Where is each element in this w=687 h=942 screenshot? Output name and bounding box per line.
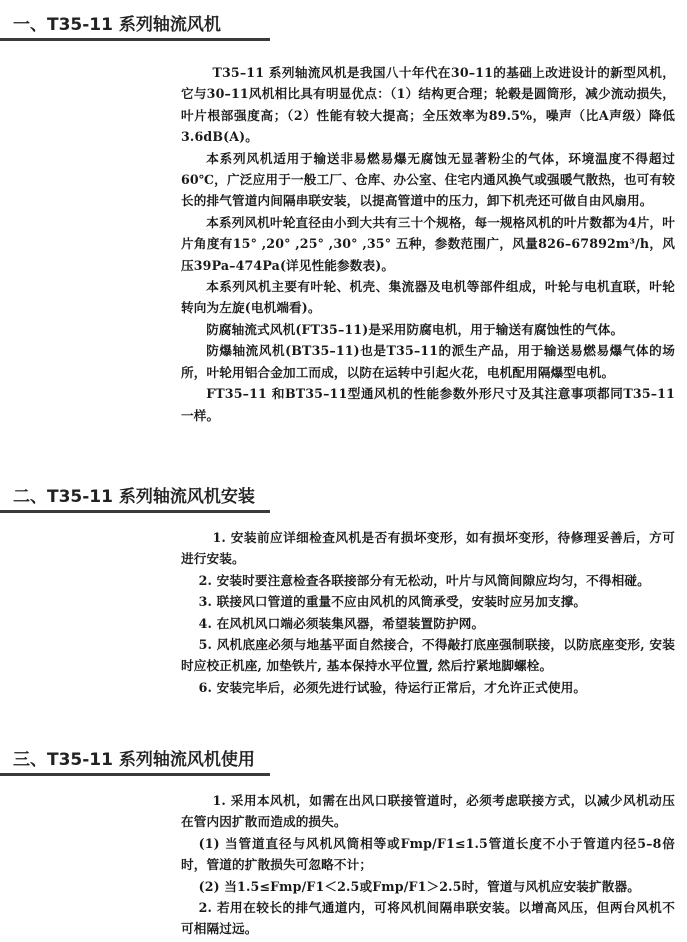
paragraph: T35–11 系列轴流风机是我国八十年代在30–11的基础上改进设计的新型风机，它与30–11风机相比具有明显优点：（1）结构更合理；轮毂是圆筒形，减少流动损失，叶片根部强度高；（2）性能有较大提高；全压效率为89.5%，噪声（比A声级）降低3.6dB(A)。 [181,65,675,145]
section-1-title: 一、T35-11 系列轴流风机 [13,15,221,35]
paragraph: 本系列风机主要有叶轮、机壳、集流器及电机等部件组成，叶轮与电机直联，叶轮转向为左旋(电机端看)。 [181,279,675,316]
section-2-underline [0,510,270,513]
paragraph: 本系列风机叶轮直径由小到大共有三十个规格，每一规格风机的叶片数都为4片，叶片角度有15° ,20° ,25° ,30° ,35° 五种，参数范围广，风量826–67892m³/h，风压39Pa–474Pa(详见性能参数表)。 [181,214,675,273]
paragraph: 防爆轴流风机(BT35–11)也是T35–11的派生产品，用于输送易燃易爆气体的场所，叶轮用铝合金加工而成，以防在运转中引起火花，电机配用隔爆型电机。 [181,343,675,380]
paragraph: 6. 安装完毕后，必须先进行试验，待运行正常后，才允许正式使用。 [198,679,587,695]
paragraph: 1. 采用本风机，如需在出风口联接管道时，必须考虑联接方式，以减少风机动压在管内因扩散而造成的损失。 [181,793,675,830]
section-3-body [181,790,675,940]
paragraph: (1) 当管道直径与风机风筒相等或Fmp/F1≤1.5管道长度不小于管道内径5–8倍时，管道的扩散损失可忽略不计； [181,835,675,873]
paragraph: 5. 风机底座必须与地基平面自然接合，不得敲打底座强制联接，以防底座变形, 安装时应校正机座, 加垫铁片, 基本保持水平位置, 然后拧紧地脚螺栓。 [181,637,675,674]
paragraph: 3. 联接风口管道的重量不应由风机的风筒承受，安装时应另加支撑。 [198,594,587,610]
section-1-body [181,62,675,426]
section-1-underline [0,38,270,41]
paragraph: FT35–11 和BT35–11型通风机的性能参数外形尺寸及其注意事项都同T35–11一样。 [181,386,675,423]
paragraph: 4. 在风机风口端必须装集风器，希望装置防护网。 [198,615,485,631]
section-3-title: 三、T35-11 系列轴流风机使用 [13,750,255,770]
section-2-heading [0,486,687,508]
section-2-body [181,527,675,698]
paragraph: 1. 安装前应详细检查风机是否有损坏变形，如有损坏变形，待修理妥善后，方可进行安装。 [181,530,675,567]
paragraph: 本系列风机适用于输送非易燃易爆无腐蚀无显著粉尘的气体，环境温度不得超过60℃，广泛应用于一般工厂、仓库、办公室、住宅内通风换气或强暖气散热，也可有较长的排气管道内间隔串联安装，以提高管道中的压力，卸下机壳还可做自由风扇用。 [181,150,675,209]
paragraph: 防腐轴流式风机(FT35–11)是采用防腐电机，用于输送有腐蚀性的气体。 [206,321,624,337]
paragraph: 2. 安装时要注意检查各联接部分有无松动，叶片与风筒间隙应均匀，不得相碰。 [198,572,650,588]
section-3-heading [0,749,687,771]
section-3-underline [0,773,270,776]
section-1-heading [0,14,687,36]
paragraph: (2) 当1.5≤Fmp/F1＜2.5或Fmp/F1＞2.5时，管道与风机应安装扩散器。 [198,878,641,894]
paragraph: 2. 若用在较长的排气通道内，可将风机间隔串联安装。以增高风压，但两台风机不可相隔过远。 [181,900,675,937]
section-2-title: 二、T35-11 系列轴流风机安装 [13,487,255,507]
